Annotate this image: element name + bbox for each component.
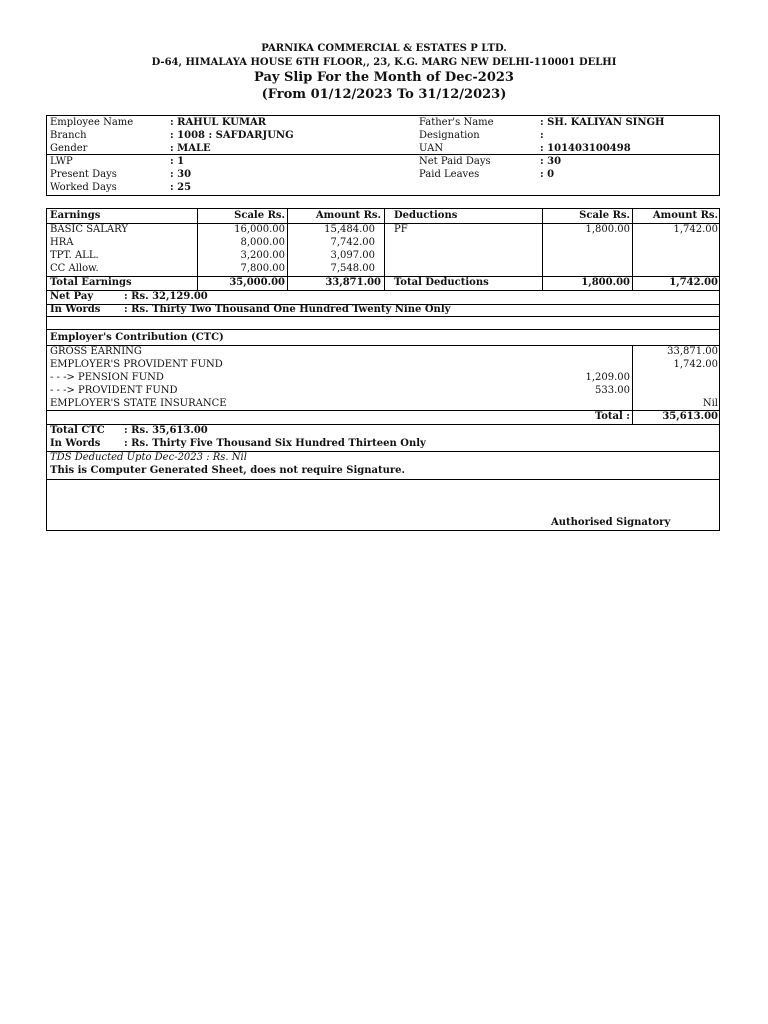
ctc-item-name: GROSS EARNING	[50, 346, 142, 357]
total-earnings-amount: 33,871.00	[325, 277, 381, 288]
net-pay-label: Net Pay	[50, 291, 94, 302]
ctc-item-amount: 33,871.00	[667, 346, 718, 357]
label: UAN	[419, 143, 444, 154]
employee-info-box	[46, 115, 720, 196]
label: Net Paid Days	[419, 156, 491, 167]
earning-name: TPT. ALL.	[50, 250, 99, 261]
ctc-item-sub: 533.00	[595, 385, 630, 396]
ctc-title: Employer's Contribution (CTC)	[50, 332, 224, 343]
ctc-item-name: - - -> PROVIDENT FUND	[50, 385, 178, 396]
authorised-signatory: Authorised Signatory	[551, 517, 671, 528]
branch: : 1008 : SAFDARJUNG	[170, 130, 294, 141]
col-deductions: Deductions	[394, 210, 458, 221]
total-ctc-value: : Rs. 35,613.00	[124, 425, 208, 436]
uan: : 101403100498	[540, 143, 631, 154]
net-paid-days: : 30	[540, 156, 562, 167]
ctc-words-label: In Words	[50, 438, 101, 449]
earnings-table	[46, 208, 720, 317]
net-pay-words-label: In Words	[50, 304, 101, 315]
col-amount: Amount Rs.	[315, 210, 381, 221]
earning-name: CC Allow.	[50, 263, 99, 274]
paid-leaves: : 0	[540, 169, 555, 180]
label: Worked Days	[50, 182, 117, 193]
label: LWP	[50, 156, 73, 167]
deduction-scale: 1,800.00	[585, 224, 630, 235]
payslip-title: Pay Slip For the Month of Dec-2023	[254, 70, 514, 85]
earning-amount: 7,548.00	[330, 263, 375, 274]
ctc-box	[46, 316, 720, 531]
earning-scale: 3,200.00	[240, 250, 285, 261]
gender: : MALE	[170, 143, 211, 154]
earning-name: BASIC SALARY	[50, 224, 128, 235]
net-pay-value: : Rs. 32,129.00	[124, 291, 208, 302]
earning-amount: 3,097.00	[330, 250, 375, 261]
earning-amount: 7,742.00	[330, 237, 375, 248]
col-ded-scale: Scale Rs.	[579, 210, 630, 221]
label: Employee Name	[50, 117, 134, 128]
payslip-period: (From 01/12/2023 To 31/12/2023)	[261, 87, 507, 102]
lwp: : 1	[170, 156, 185, 167]
total-earnings-label: Total Earnings	[50, 277, 132, 288]
earning-scale: 7,800.00	[240, 263, 285, 274]
worked-days: : 25	[170, 182, 192, 193]
ctc-item-sub: 1,209.00	[585, 372, 630, 383]
col-ded-amount: Amount Rs.	[652, 210, 718, 221]
ctc-total-label: Total :	[594, 411, 630, 422]
father-name: : SH. KALIYAN SINGH	[540, 117, 665, 128]
ctc-item-name: EMPLOYER'S PROVIDENT FUND	[50, 359, 223, 370]
earning-amount: 15,484.00	[324, 224, 375, 235]
ctc-item-amount: Nil	[702, 398, 718, 409]
label: Father's Name	[419, 117, 494, 128]
ctc-item-name: - - -> PENSION FUND	[50, 372, 164, 383]
earning-name: HRA	[50, 237, 74, 248]
label: Gender	[50, 143, 88, 154]
designation: :	[540, 130, 544, 141]
label: Branch	[50, 130, 87, 141]
label: Paid Leaves	[419, 169, 480, 180]
earning-scale: 8,000.00	[240, 237, 285, 248]
label: Present Days	[50, 169, 117, 180]
employee-name: : RAHUL KUMAR	[170, 117, 267, 128]
ctc-item-name: EMPLOYER'S STATE INSURANCE	[50, 398, 227, 409]
total-earnings-scale: 35,000.00	[229, 277, 285, 288]
total-deductions-scale: 1,800.00	[581, 277, 630, 288]
net-pay-words: : Rs. Thirty Two Thousand One Hundred Twenty Nine Only	[124, 304, 451, 315]
ctc-total-value: 35,613.00	[662, 411, 718, 422]
deduction-amount: 1,742.00	[673, 224, 718, 235]
col-earnings: Earnings	[50, 210, 101, 221]
company-address: D-64, HIMALAYA HOUSE 6TH FLOOR,, 23, K.G. MARG NEW DELHI-110001 DELHI	[151, 57, 617, 68]
total-deductions-label: Total Deductions	[394, 277, 489, 288]
total-deductions-amount: 1,742.00	[669, 277, 718, 288]
company-name: PARNIKA COMMERCIAL & ESTATES P LTD.	[261, 43, 507, 54]
col-scale: Scale Rs.	[234, 210, 285, 221]
present-days: : 30	[170, 169, 192, 180]
tds-note: TDS Deducted Upto Dec-2023 : Rs. Nil	[50, 452, 247, 463]
label: Designation	[419, 130, 480, 141]
total-ctc-label: Total CTC	[50, 425, 105, 436]
ctc-item-amount: 1,742.00	[673, 359, 718, 370]
earning-scale: 16,000.00	[234, 224, 285, 235]
deduction-name: PF	[394, 224, 408, 235]
ctc-words: : Rs. Thirty Five Thousand Six Hundred Thirteen Only	[124, 438, 426, 449]
computer-generated-note: This is Computer Generated Sheet, does not require Signature.	[50, 465, 406, 476]
